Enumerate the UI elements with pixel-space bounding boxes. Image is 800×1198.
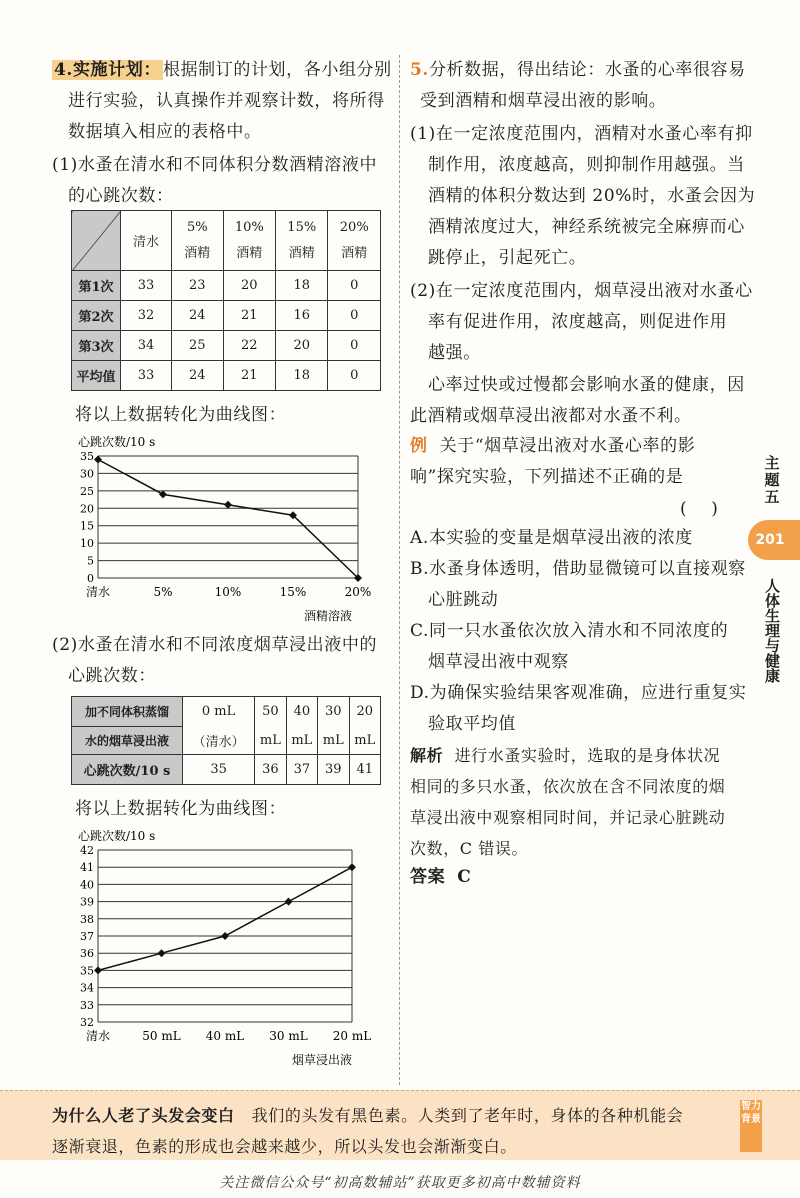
table-row: 平均值 33 24 21 18 0 [72, 361, 381, 391]
analysis-line1: 解析 进行水蚤实验时，选取的是身体状况 [410, 746, 721, 765]
y-tick-label: 20 [80, 502, 94, 516]
y-tick-label: 34 [80, 981, 94, 995]
para-1-line1: (1)在一定浓度范围内，酒精对水蚤心率有抑 [410, 124, 753, 144]
para-1-line3: 酒精的体积分数达到 20%时，水蚤会因为 [428, 186, 756, 206]
page-number: 201 [755, 532, 785, 548]
y-tick-label: 36 [80, 947, 94, 961]
analysis-line3: 草浸出液中观察相同时间，并记录心脏跳动 [410, 808, 726, 827]
para-3-line2: 此酒精或烟草浸出液都对水蚤不利。 [410, 406, 692, 426]
y-tick-label: 0 [87, 572, 94, 585]
y-axis-label: 心跳次数/10 s [78, 435, 156, 449]
analysis-line2: 相同的多只水蚤，依次放在含不同浓度的烟 [410, 777, 726, 796]
y-tick-label: 30 [80, 467, 94, 481]
table-corner-cell [72, 211, 121, 271]
y-tick-label: 33 [80, 998, 94, 1012]
data-point [159, 490, 167, 498]
option-b-line1: B.水蚤身体透明，借助显微镜可以直接观察 [410, 559, 746, 579]
knowledge-line2: 逐渐衰退，色素的形成也会越来越少，所以头发也会渐渐变白。 [52, 1137, 517, 1156]
data-point [158, 949, 166, 957]
x-tick-label: 20% [344, 585, 372, 599]
section-4-line1: 4.实施计划： 根据制订的计划，各小组分别 [54, 60, 392, 80]
section-4-line2: 进行实验，认真操作并观察计数，将所得 [68, 91, 385, 111]
line-chart-tobacco [60, 822, 390, 1077]
table-header-cell: 15% 酒精 [276, 211, 328, 271]
para-2-line3: 越强。 [428, 343, 481, 363]
x-tick-label: 10% [214, 585, 242, 599]
data-point [94, 455, 102, 463]
y-tick-label: 35 [80, 964, 94, 978]
y-tick-label: 41 [80, 861, 94, 875]
y-tick-label: 42 [80, 844, 94, 857]
option-d-line2: 验取平均值 [428, 714, 516, 734]
option-c-line2: 烟草浸出液中观察 [428, 652, 569, 672]
column-divider [399, 55, 400, 1085]
convert-caption-1: 将以上数据转化为曲线图： [75, 405, 287, 425]
x-tick-label: 50 mL [142, 1029, 181, 1043]
page-number-tab [748, 520, 800, 560]
section-5-line1: 5.分析数据，得出结论：水蚤的心率很容易 [410, 60, 746, 80]
answer-paren: ( ) [680, 499, 719, 519]
data-point [348, 863, 356, 871]
table-header-cell: 清水 [120, 211, 171, 271]
option-c-line1: C.同一只水蚤依次放入清水和不同浓度的 [410, 621, 729, 641]
footer-note: 关注微信公众号“初高数辅站”获取更多初高中数辅资料 [219, 1175, 581, 1191]
data-point [285, 898, 293, 906]
x-axis-label: 酒精溶液 [303, 609, 353, 623]
x-tick-label: 清水 [85, 1029, 111, 1043]
y-tick-label: 25 [80, 484, 94, 498]
section-4-line3: 数据填入相应的表格中。 [68, 122, 262, 142]
y-tick-label: 35 [80, 450, 94, 463]
table-alcohol [71, 210, 381, 391]
table-row: 第1次 33 23 20 18 0 [72, 271, 381, 301]
x-tick-label: 5% [153, 585, 173, 599]
data-point [224, 501, 232, 509]
data-point [221, 932, 229, 940]
para-2-line1: (2)在一定浓度范围内，烟草浸出液对水蚤心 [410, 281, 753, 301]
corner-badge: 智力背景 [740, 1100, 762, 1152]
table-tobacco: 加不同体积蒸馏 0 mL 50 40 30 20 水的烟草浸出液 （清水） mL mL mL mL 心跳次数/10 s 35 36 37 39 41 [71, 696, 381, 785]
para-1-line2: 制作用，浓度越高，则抑制作用越强。当 [428, 155, 745, 175]
q2-line1: (2)水蚤在清水和不同浓度烟草浸出液中的 [52, 635, 378, 655]
x-tick-label: 15% [279, 585, 307, 599]
section-4-label: 4.实施计划： [54, 60, 161, 80]
table-row: 第3次 34 25 22 20 0 [72, 331, 381, 361]
convert-caption-2: 将以上数据转化为曲线图： [75, 799, 287, 819]
para-1-line5: 跳停止，引起死亡。 [428, 248, 587, 268]
q1-line1: (1)水蚤在清水和不同体积分数酒精溶液中 [52, 155, 378, 175]
x-tick-label: 清水 [85, 585, 111, 599]
line-chart-alcohol [60, 430, 390, 630]
theme-label: 主题五 [764, 454, 780, 506]
y-tick-label: 39 [80, 895, 94, 909]
y-tick-label: 15 [80, 519, 94, 533]
para-1-line4: 酒精浓度过大，神经系统被完全麻痹而心 [428, 217, 745, 237]
y-tick-label: 10 [80, 537, 94, 551]
table-row: 第2次 32 24 21 16 0 [72, 301, 381, 331]
para-3-line1: 心率过快或过慢都会影响水蚤的健康，因 [428, 375, 745, 395]
table-header-cell: 20% 酒精 [328, 211, 381, 271]
q2-line2: 心跳次数： [68, 666, 156, 686]
analysis-line4: 次数，C 错误。 [410, 839, 529, 858]
y-tick-label: 38 [80, 912, 94, 926]
data-point [94, 966, 102, 974]
example-line2: 响”探究实验，下列描述不正确的是 [410, 467, 684, 487]
table-header-cell: 10% 酒精 [223, 211, 275, 271]
section-5-line2: 受到酒精和烟草浸出液的影响。 [420, 91, 667, 111]
option-d-line1: D.为确保实验结果客观准确，应进行重复实 [410, 683, 747, 703]
y-tick-label: 40 [80, 878, 94, 892]
x-tick-label: 30 mL [269, 1029, 308, 1043]
y-tick-label: 5 [87, 554, 94, 568]
table-row: 心跳次数/10 s 35 36 37 39 41 [72, 755, 381, 785]
y-axis-label: 心跳次数/10 s [78, 829, 156, 843]
x-tick-label: 40 mL [205, 1029, 245, 1043]
x-tick-label: 20 mL [332, 1029, 372, 1043]
para-2-line2: 率有促进作用，浓度越高，则促进作用 [428, 312, 728, 332]
option-a: A.本实验的变量是烟草浸出液的浓度 [410, 528, 693, 548]
y-tick-label: 32 [80, 1016, 94, 1029]
knowledge-line1: 为什么人老了头发会变白 我们的头发有黑色素。人类到了老年时，身体的各种机能会 [52, 1106, 684, 1125]
table-header-cell: 5% 酒精 [172, 211, 224, 271]
option-b-line2: 心脏跳动 [428, 590, 499, 610]
y-tick-label: 37 [80, 930, 94, 943]
example-line1: 例 关于“烟草浸出液对水蚤心率的影 [410, 436, 696, 456]
x-axis-label: 烟草浸出液 [291, 1053, 353, 1067]
q1-line2: 的心跳次数： [68, 186, 174, 206]
answer-line: 答案 C [410, 867, 472, 887]
knowledge-box-border [0, 1090, 800, 1091]
subject-label: 人体生理与健康 [763, 577, 781, 683]
